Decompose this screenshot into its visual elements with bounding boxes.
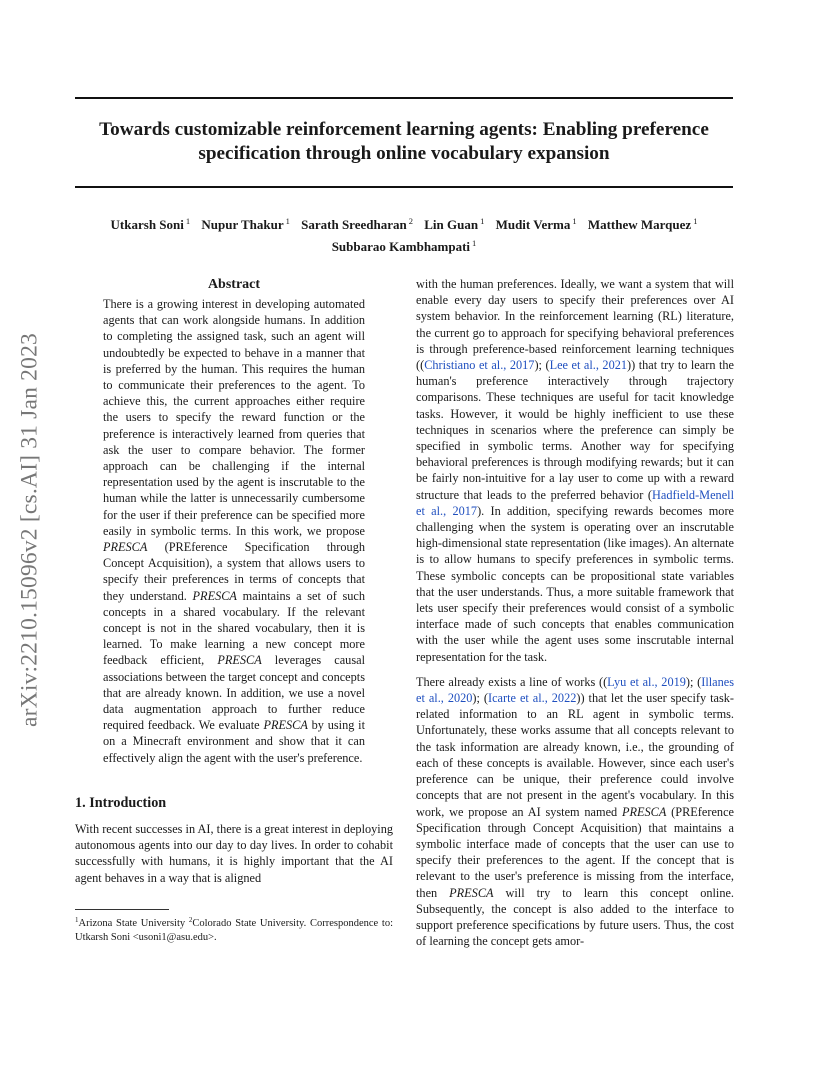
title-line-1: Towards customizable reinforcement learning agents: Enabling preference	[99, 119, 709, 140]
author: Matthew Marquez $^1$	[587, 216, 698, 232]
abstract-text: There is a growing interest in developing automated agents that can work alongside humans. In addition to completing the assigned task, such an agent will undoubtedly be expected to behave in a manner that is preferred by the human. This requires the human to communicate their preferences to the agent. To achieve this, the current approaches either require the users to specify the reward function or the preference is interactively learned from queries that ask the user to compare behavior. The former approach can be challenging if the internal representation used by the agent is inscrutable to the human while the latter is unnecessarily cumbersome for the user if their preference can be specified more easily in symbolic terms. In this work, we propose PRESCA (PREference Specification through Concept Acquisition), a system that allows users to specify their preferences in terms of concepts that they understand. PRESCA maintains a set of such concepts in a shared vocabulary. If the relevant concept is not in the shared vocabulary, then it is learned. To make learning a new concept more feedback efficient, PRESCA leverages causal associations between the target concept and concepts that are already known. In addition, we use a novel data augmentation approach to further reduce required feedback. We evaluate PRESCA by using it on a Minecraft environment and show that it can effectively align the agent with the user's preference.	[103, 297, 366, 765]
citation-link[interactable]: Illanes et al., 2020	[416, 674, 734, 706]
title-line-2: specification through online vocabulary expansion	[198, 143, 610, 164]
citation-link[interactable]: Icarte et al., 2022	[488, 691, 577, 706]
author: Sarath Sreedharan $^2$	[301, 216, 413, 232]
citation-link[interactable]: Christiano et al., 2017	[424, 358, 535, 373]
author: Subbarao Kambhampati $^1$	[331, 238, 477, 254]
affiliation-footnote: $^1$Arizona State University $^2$Colorado State University. Correspondence to: Utkarsh Soni <usoni1@asu.edu>.	[75, 916, 394, 943]
author-list	[75, 212, 733, 256]
author: Mudit Verma $^1$	[495, 216, 577, 232]
intro-paragraph: With recent successes in AI, there is a great interest in deploying autonomous agents into our day to day lives. In order to cohabit successfully with humans, it is highly important that the AI agent behaves in a way that is aligned	[75, 821, 393, 885]
author: Nupur Thakur $^1$	[201, 216, 290, 232]
citation-link[interactable]: Lee et al., 2021	[549, 358, 628, 373]
arxiv-side-stamp: arXiv:2210.15096v2 [cs.AI] 31 Jan 2023	[16, 333, 43, 727]
body-paragraph: with the human preferences. Ideally, we want a system that will enable every day users to specify their preferences over AI system behavior. In the reinforcement learning (RL) literature, the current go to approach for specifying behavioral preferences is through preference-based reinforcement learning techniques ((Christiano et al., 2017); (Lee et al., 2021)) that try to learn the human's preference interactively through trajectory comparisons. These techniques are useful for tacit knowledge tasks. However, it would be highly inefficient to use these techniques in scenarios where the preference can simply be specified in symbolic terms. Another way for specifying behavioral preferences is through modifying rewards; but it can be fairly non-intuitive for a lay user to come up with a reward structure that leads to the preferred behavior (Hadfield-Menell et al., 2017). In addition, specifying rewards becomes more challenging when the system is operating over an inscrutable high-dimensional state representation (like images). An alternate is to allow humans to specify preferences in symbolic terms. These symbolic concepts can be propositional state variables that the user understands. Thus, a more suitable framework that lets user specify their preferences would consist of a symbolic interface made of such concepts that enables communication with the user while the agent uses some inscrutable internal representation for the task.	[416, 277, 734, 664]
left-column	[75, 276, 393, 886]
section-heading-introduction: 1. Introduction	[75, 794, 167, 811]
abstract-heading: Abstract	[207, 277, 261, 292]
author: Lin Guan $^1$	[424, 216, 485, 232]
footnote-rule	[75, 909, 169, 910]
citation-link[interactable]: Hadfield-Menell et al., 2017	[416, 487, 734, 518]
title-bottom-rule	[75, 186, 733, 188]
body-paragraph: There already exists a line of works ((Lyu et al., 2019); (Illanes et al., 2020); (Icarte et al., 2022)) that let the user specify task-related information to an RL agent in symbolic terms. Unfortunately, these works assume that all concepts relevant to the task information are already known, i.e., the grounding of each of these concepts is available. However, since each user's preference can be unique, their preference could involve concepts that are not present in the agent's vocabulary. In this work, we propose an AI system named PRESCA (PREference Specification through Concept Acquisition) that maintains a symbolic interface made of concepts that the user can use to specify their preferences to the agent. If the concept that is relevant to the user's preference is missing from the interface, then PRESCA will try to learn this concept online. Subsequently, the concept is also added to the interface to support preference specifications by future users. Thus, the cost of learning the concept gets amor-	[416, 674, 735, 949]
right-column	[416, 276, 734, 949]
title-top-rule	[75, 97, 733, 99]
paper-title	[75, 118, 733, 166]
citation-link[interactable]: Lyu et al., 2019	[607, 674, 686, 689]
author: Utkarsh Soni $^1$	[110, 216, 191, 232]
